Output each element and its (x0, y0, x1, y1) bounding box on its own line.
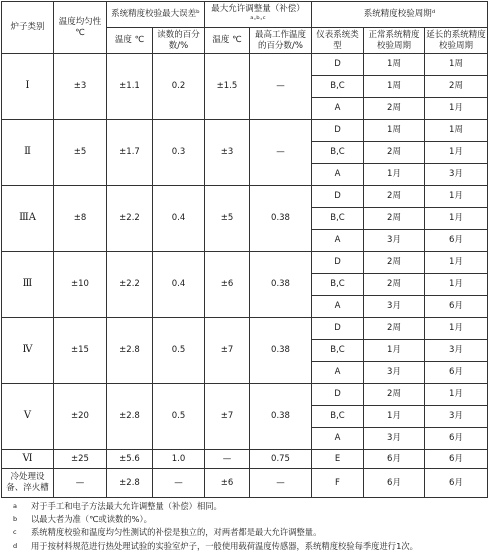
instrument-type-cell: E (312, 450, 364, 469)
extended-period-cell: 1月 (425, 186, 488, 208)
accuracy-pct-cell: 0.5 (153, 384, 205, 450)
uniformity-cell: ±15 (54, 318, 107, 384)
normal-period-cell: 3月 (364, 362, 425, 384)
normal-period-cell: 1周 (364, 76, 425, 98)
offset-pct-cell: 0.38 (250, 384, 312, 450)
uniformity-cell: — (54, 469, 107, 498)
instrument-type-cell: D (312, 318, 364, 340)
instrument-type-cell: A (312, 230, 364, 252)
accuracy-pct-cell: 0.2 (153, 54, 205, 120)
footnote-text: 用于按材料规范进行热处理试验的实验室炉子，一般使用载荷温度传感器，系统精度校验每季度进行1次。 (31, 540, 418, 551)
uniformity-cell: ±3 (54, 54, 107, 120)
table-row (2, 384, 488, 406)
extended-period-cell: 6月 (425, 296, 488, 318)
spec-table-region (1, 1, 487, 553)
extended-period-cell: 1周 (425, 54, 488, 76)
offset-pct-cell: — (250, 54, 312, 120)
table-row (2, 186, 488, 208)
normal-period-cell: 3月 (364, 230, 425, 252)
footnote-mark: b (13, 515, 18, 524)
normal-period-cell: 6月 (364, 469, 425, 498)
accuracy-pct-cell: 0.3 (153, 120, 205, 186)
accuracy-pct-cell: — (153, 469, 205, 498)
header-uniformity: 温度均匀性 ℃ (54, 2, 107, 54)
accuracy-pct-cell: 0.5 (153, 318, 205, 384)
accuracy-temp-cell: ±2.8 (107, 384, 153, 450)
footnote-mark: d (13, 541, 18, 550)
accuracy-temp-cell: ±2.8 (107, 469, 153, 498)
footnotes (1, 498, 487, 553)
class-label: Ⅵ (2, 450, 54, 469)
uniformity-cell: ±10 (54, 252, 107, 318)
table-row (2, 252, 488, 274)
footnote (7, 500, 487, 513)
offset-pct-cell: 0.38 (250, 186, 312, 252)
normal-period-cell: 2周 (364, 318, 425, 340)
accuracy-pct-cell: 0.4 (153, 186, 205, 252)
extended-period-cell: 1月 (425, 98, 488, 120)
normal-period-cell: 2周 (364, 142, 425, 164)
header-accuracy-temp: 温度 ℃ (107, 28, 153, 54)
extended-period-cell: 6月 (425, 469, 488, 498)
footnote-mark: c (13, 528, 17, 537)
normal-period-cell: 1月 (364, 340, 425, 362)
normal-period-cell: 1月 (364, 164, 425, 186)
class-label: Ⅲ (2, 252, 54, 318)
extended-period-cell: 3月 (425, 340, 488, 362)
offset-temp-cell: ±5 (205, 186, 250, 252)
table-row (2, 54, 488, 76)
accuracy-temp-cell: ±2.8 (107, 318, 153, 384)
uniformity-cell: ±20 (54, 384, 107, 450)
header-normal-period: 正常系统精度校验周期 (364, 28, 425, 54)
header-offset-temp: 温度 ℃ (205, 28, 250, 54)
instrument-type-cell: F (312, 469, 364, 498)
instrument-type-cell: B,C (312, 76, 364, 98)
footnote-text: 对于手工和电子方法最大允许调整量（补偿）相同。 (31, 501, 222, 511)
extended-period-cell: 1月 (425, 252, 488, 274)
accuracy-pct-cell: 0.4 (153, 252, 205, 318)
offset-pct-cell: 0.38 (250, 252, 312, 318)
instrument-type-cell: D (312, 120, 364, 142)
accuracy-temp-cell: ±5.6 (107, 450, 153, 469)
offset-temp-cell: ±7 (205, 384, 250, 450)
furnace-accuracy-table (1, 1, 488, 498)
header-offset-pct: 最高工作温度的百分数/% (250, 28, 312, 54)
table-row (2, 450, 488, 469)
instrument-type-cell: A (312, 428, 364, 450)
instrument-type-cell: D (312, 252, 364, 274)
extended-period-cell: 1月 (425, 384, 488, 406)
offset-temp-cell: — (205, 450, 250, 469)
class-label: ⅢA (2, 186, 54, 252)
instrument-type-cell: B,C (312, 142, 364, 164)
footnote (7, 526, 487, 539)
offset-temp-cell: ±3 (205, 120, 250, 186)
extended-period-cell: 1月 (425, 208, 488, 230)
normal-period-cell: 3月 (364, 296, 425, 318)
offset-pct-cell: — (250, 469, 312, 498)
instrument-type-cell: A (312, 98, 364, 120)
instrument-type-cell: A (312, 296, 364, 318)
normal-period-cell: 2周 (364, 252, 425, 274)
extended-period-cell: 1月 (425, 142, 488, 164)
offset-temp-cell: ±7 (205, 318, 250, 384)
extended-period-cell: 3月 (425, 164, 488, 186)
header-offset-group: 最大允许调整量（补偿）ᵃ·ᵇ·ᶜ (205, 2, 312, 28)
uniformity-cell: ±8 (54, 186, 107, 252)
instrument-type-cell: B,C (312, 340, 364, 362)
normal-period-cell: 2周 (364, 274, 425, 296)
class-label: Ⅰ (2, 54, 54, 120)
instrument-type-cell: B,C (312, 406, 364, 428)
normal-period-cell: 2周 (364, 384, 425, 406)
table-row (2, 469, 488, 498)
normal-period-cell: 1周 (364, 54, 425, 76)
footnote-mark: a (13, 502, 17, 510)
accuracy-temp-cell: ±1.7 (107, 120, 153, 186)
footnote-text: 以最大者为准（℃或读数的%）。 (31, 514, 152, 525)
accuracy-temp-cell: ±2.2 (107, 252, 153, 318)
offset-pct-cell: 0.38 (250, 318, 312, 384)
extended-period-cell: 6月 (425, 428, 488, 450)
header-extended-period: 延长的系统精度校验周期 (425, 28, 488, 54)
extended-period-cell: 1月 (425, 274, 488, 296)
instrument-type-cell: A (312, 164, 364, 186)
uniformity-cell: ±25 (54, 450, 107, 469)
instrument-type-cell: D (312, 384, 364, 406)
header-instrument-type: 仪表系统类型 (312, 28, 364, 54)
offset-pct-cell: 0.75 (250, 450, 312, 469)
extended-period-cell: 6月 (425, 362, 488, 384)
accuracy-pct-cell: 1.0 (153, 450, 205, 469)
normal-period-cell: 6月 (364, 450, 425, 469)
class-label: Ⅱ (2, 120, 54, 186)
offset-temp-cell: ±6 (205, 252, 250, 318)
instrument-type-cell: D (312, 54, 364, 76)
table-row (2, 120, 488, 142)
table-row (2, 318, 488, 340)
instrument-type-cell: B,C (312, 274, 364, 296)
normal-period-cell: 2周 (364, 186, 425, 208)
footnote (7, 540, 487, 553)
normal-period-cell: 1月 (364, 406, 425, 428)
extended-period-cell: 2周 (425, 76, 488, 98)
header-accuracy-group: 系统精度校验最大误差ᵇ (107, 2, 205, 28)
normal-period-cell: 2周 (364, 208, 425, 230)
header-period-group: 系统精度校验周期ᵈ (312, 2, 488, 28)
extended-period-cell: 3月 (425, 406, 488, 428)
instrument-type-cell: B,C (312, 208, 364, 230)
class-label: Ⅴ (2, 384, 54, 450)
uniformity-cell: ±5 (54, 120, 107, 186)
instrument-type-cell: A (312, 362, 364, 384)
normal-period-cell: 2周 (364, 98, 425, 120)
header-accuracy-pct: 读数的百分数/% (153, 28, 205, 54)
offset-temp-cell: ±6 (205, 469, 250, 498)
accuracy-temp-cell: ±2.2 (107, 186, 153, 252)
footnote (7, 513, 487, 526)
normal-period-cell: 3月 (364, 428, 425, 450)
extended-period-cell: 6月 (425, 230, 488, 252)
class-label: Ⅳ (2, 318, 54, 384)
normal-period-cell: 1周 (364, 120, 425, 142)
header-furnace-class: 炉子类别 (2, 2, 54, 54)
extended-period-cell: 6月 (425, 450, 488, 469)
footnote-text: 系统精度校验和温度均匀性测试的补偿是独立的，对两者都是最大允许调整量。 (31, 527, 322, 538)
offset-pct-cell: — (250, 120, 312, 186)
instrument-type-cell: D (312, 186, 364, 208)
accuracy-temp-cell: ±1.1 (107, 54, 153, 120)
extended-period-cell: 1月 (425, 318, 488, 340)
class-label: 冷处理设备、淬火槽 (2, 469, 54, 498)
extended-period-cell: 1周 (425, 120, 488, 142)
offset-temp-cell: ±1.5 (205, 54, 250, 120)
